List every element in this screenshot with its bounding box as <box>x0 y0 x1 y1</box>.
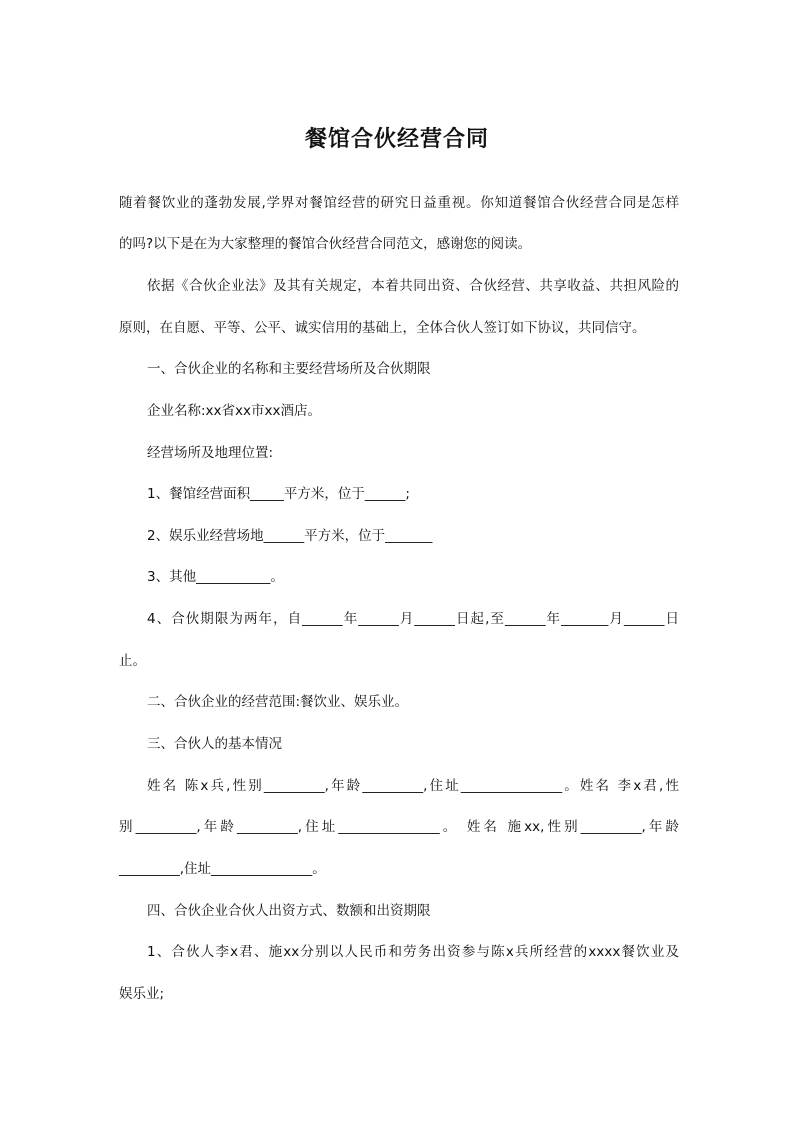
preamble-line-2: 原则，在自愿、平等、公平、诚实信用的基础上，全体合伙人签订如下协议，共同信守。 <box>119 320 646 336</box>
clause-1-2: 2、娱乐业经营场地______平方米，位于_______ <box>147 528 433 544</box>
section-heading-3: 三、合伙人的基本情况 <box>147 736 282 752</box>
document-title: 餐馆合伙经营合同 <box>304 126 489 152</box>
clause-1-1: 1、餐馆经营面积_____平方米，位于______; <box>147 486 410 502</box>
section-heading-4: 四、合伙企业合伙人出资方式、数额和出资期限 <box>147 903 431 919</box>
clause-4-1-line-2: 娱乐业; <box>119 986 165 1002</box>
clause-4-1-line-1: 1、合伙人李x君、施xx分别以人民币和劳务出资参与陈x兵所经营的xxxx餐饮业及 <box>147 944 679 960</box>
partner-info-line-2: 别_________,年龄_________,住址_______________。 姓名 施xx,性别_________,年龄 <box>119 819 679 835</box>
section-heading-1: 一、合伙企业的名称和主要经营场所及合伙期限 <box>147 361 431 377</box>
intro-line-1: 随着餐饮业的蓬勃发展,学界对餐馆经营的研究日益重视。你知道餐馆合伙经营合同是怎样 <box>119 195 679 211</box>
intro-line-2: 的吗?以下是在为大家整理的餐馆合伙经营合同范文，感谢您的阅读。 <box>119 236 532 252</box>
preamble-line-1: 依据《合伙企业法》及其有关规定，本着共同出资、合伙经营、共享收益、共担风险的 <box>147 278 679 294</box>
clause-1-4-end: 止。 <box>119 653 146 669</box>
company-name-line: 企业名称:xx省xx市xx酒店。 <box>147 403 321 419</box>
partner-info-line-1: 姓名 陈x兵,性别_________,年龄_________,住址_______________。姓名 李x君,性 <box>147 778 679 794</box>
section-heading-2: 二、合伙企业的经营范围:餐饮业、娱乐业。 <box>147 694 409 710</box>
partner-info-line-3: _________,住址_______________。 <box>119 861 326 877</box>
clause-1-3: 3、其他___________。 <box>147 569 284 585</box>
clause-1-4: 4、合伙期限为两年，自______年______月______日起,至______年_______月______日 <box>147 611 679 627</box>
location-heading: 经营场所及地理位置: <box>147 445 274 461</box>
